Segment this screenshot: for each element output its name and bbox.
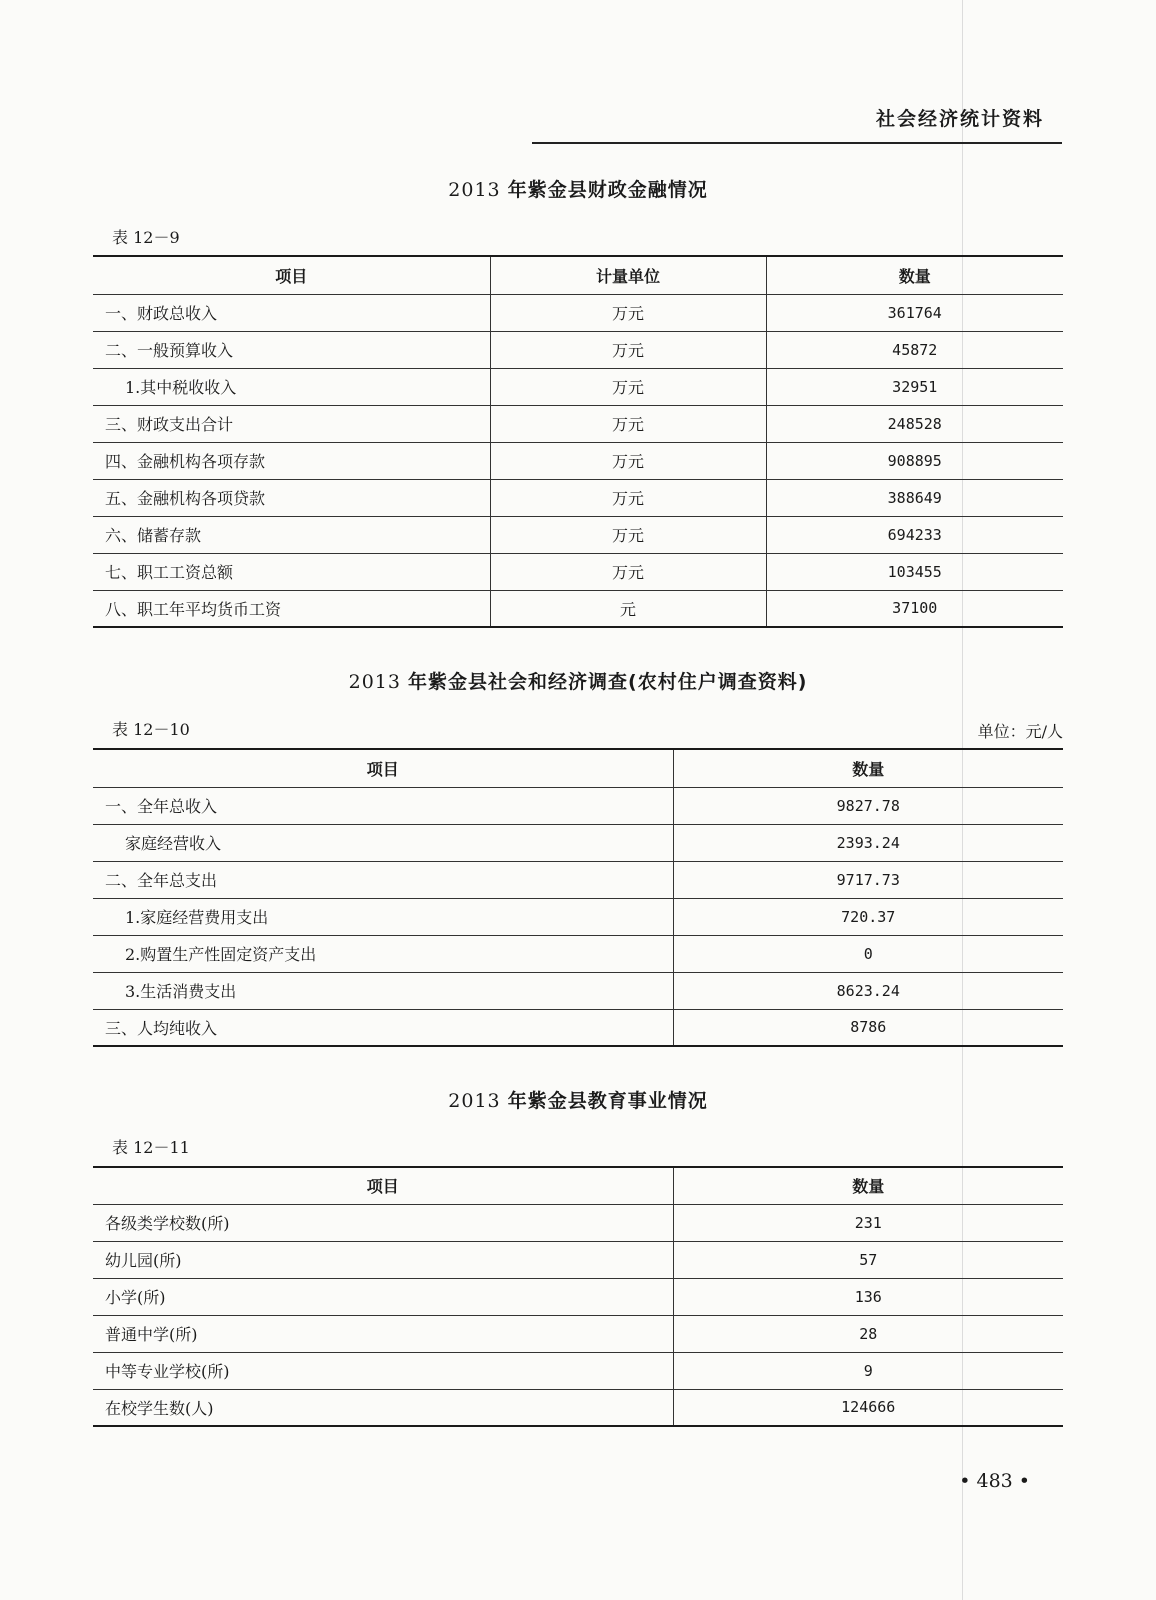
row-unit: 万元: [490, 294, 766, 331]
row-item: 八、职工年平均货币工资: [105, 599, 282, 619]
table-title-year: 2013: [348, 671, 401, 693]
row-unit: 万元: [490, 442, 766, 479]
row-item: 二、全年总支出: [93, 861, 673, 898]
row-item: 在校学生数(人): [105, 1398, 214, 1418]
column-header-unit: 计量单位: [490, 256, 766, 294]
table-title-year: 2013: [448, 179, 501, 201]
table-title-text: 年紫金县社会和经济调查(农村住户调查资料): [408, 671, 808, 693]
row-value: 8786: [673, 1009, 1063, 1046]
row-unit: 元: [490, 590, 766, 627]
table-row: [93, 516, 1063, 553]
row-item: 中等专业学校(所): [93, 1352, 673, 1389]
row-value: 388649: [766, 479, 1063, 516]
row-value: 2393.24: [673, 824, 1063, 861]
table-number: 表 12－10: [112, 720, 190, 739]
row-value: 248528: [766, 405, 1063, 442]
table-row: [93, 1352, 1063, 1389]
row-unit: 万元: [490, 479, 766, 516]
row-value: 231: [673, 1204, 1063, 1241]
table-number: 表 12－11: [112, 1138, 190, 1157]
row-item: 二、一般预算收入: [93, 331, 490, 368]
finance-table: [93, 255, 1063, 628]
table-row: [93, 1389, 1063, 1426]
row-item: 各级类学校数(所): [93, 1204, 673, 1241]
page-number: • 483 •: [959, 1470, 1030, 1492]
table-row: [93, 590, 1063, 627]
row-unit: 万元: [490, 368, 766, 405]
column-header-value: 数量: [673, 749, 1063, 787]
row-unit: 万元: [490, 405, 766, 442]
row-item: 幼儿园(所): [93, 1241, 673, 1278]
row-unit: 万元: [490, 516, 766, 553]
row-value: 32951: [766, 368, 1063, 405]
table-row: [93, 861, 1063, 898]
table-row: [93, 935, 1063, 972]
table-row: [93, 331, 1063, 368]
row-unit: 万元: [490, 553, 766, 590]
table-row: [93, 294, 1063, 331]
table-row: [93, 442, 1063, 479]
table-row: [93, 1009, 1063, 1046]
row-value: 57: [673, 1241, 1063, 1278]
row-item: 三、财政支出合计: [93, 405, 490, 442]
row-value: 37100: [766, 590, 1063, 627]
row-item: 1.其中税收收入: [93, 368, 490, 405]
row-value: 9717.73: [673, 861, 1063, 898]
row-value: 694233: [766, 516, 1063, 553]
table-row: [93, 553, 1063, 590]
column-header-item: 项目: [93, 749, 673, 787]
row-item: 普通中学(所): [93, 1315, 673, 1352]
row-value: 720.37: [673, 898, 1063, 935]
row-value: 28: [673, 1315, 1063, 1352]
table-row: [93, 898, 1063, 935]
row-value: 9: [673, 1352, 1063, 1389]
column-header-value: 数量: [673, 1167, 1063, 1204]
table-number: 表 12－9: [112, 228, 180, 247]
row-value: 136: [673, 1278, 1063, 1315]
row-value: 45872: [766, 331, 1063, 368]
table-title-finance: [0, 175, 1156, 202]
row-unit: 万元: [490, 331, 766, 368]
table-row: [93, 1315, 1063, 1352]
row-item: 家庭经营收入: [93, 824, 673, 861]
row-item: 七、职工工资总额: [93, 553, 490, 590]
row-item: 1.家庭经营费用支出: [93, 898, 673, 935]
row-item: 一、全年总收入: [93, 787, 673, 824]
column-header-item: 项目: [93, 256, 490, 294]
table-title-rural-survey: [0, 667, 1156, 694]
row-item: 2.购置生产性固定资产支出: [93, 935, 673, 972]
table-title-text: 年紫金县财政金融情况: [507, 179, 708, 201]
table-row: [93, 1241, 1063, 1278]
table-row: [93, 368, 1063, 405]
row-value: 8623.24: [673, 972, 1063, 1009]
table-row: [93, 405, 1063, 442]
table-row: [93, 479, 1063, 516]
row-value: 9827.78: [673, 787, 1063, 824]
row-item: 六、储蓄存款: [93, 516, 490, 553]
row-item: 3.生活消费支出: [93, 972, 673, 1009]
row-item: 五、金融机构各项贷款: [93, 479, 490, 516]
row-value: 361764: [766, 294, 1063, 331]
column-header-item: 项目: [93, 1167, 673, 1204]
table-row: [93, 787, 1063, 824]
column-header-value: 数量: [766, 256, 1063, 294]
row-item: 一、财政总收入: [93, 294, 490, 331]
row-value: 0: [673, 935, 1063, 972]
row-item: 小学(所): [93, 1278, 673, 1315]
table-row: [93, 1204, 1063, 1241]
row-item: 三、人均纯收入: [105, 1018, 218, 1038]
table-row: [93, 1278, 1063, 1315]
row-value: 103455: [766, 553, 1063, 590]
table-title-education: [0, 1086, 1156, 1113]
running-header: 社会经济统计资料: [875, 108, 1044, 130]
table-title-year: 2013: [448, 1090, 501, 1112]
table-unit-note: 单位：元/人: [977, 722, 1063, 741]
table-title-text: 年紫金县教育事业情况: [507, 1090, 708, 1112]
table-row: [93, 824, 1063, 861]
table-row: [93, 972, 1063, 1009]
row-value: 124666: [673, 1389, 1063, 1426]
header-rule: [532, 142, 1062, 144]
education-table: [93, 1166, 1063, 1427]
rural-survey-table: [93, 748, 1063, 1047]
row-item: 四、金融机构各项存款: [93, 442, 490, 479]
row-value: 908895: [766, 442, 1063, 479]
